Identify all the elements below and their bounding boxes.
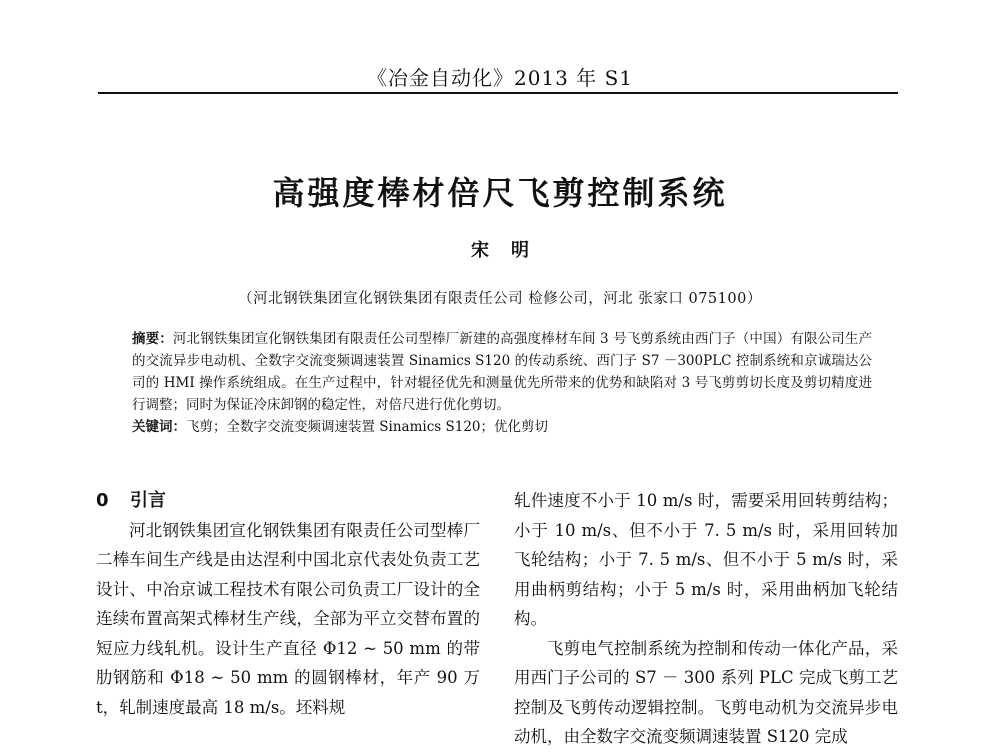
header-rule <box>98 92 898 94</box>
keywords-paragraph <box>132 416 872 438</box>
section-heading <box>96 486 480 516</box>
journal-header: 《冶金自动化》2013 年 S1 <box>366 66 634 90</box>
section-title: 引言 <box>130 490 166 511</box>
author-name: 宋明 <box>471 240 551 261</box>
abstract-block <box>132 328 872 438</box>
paper-title: 高强度棒材倍尺飞剪控制系统 <box>272 174 728 212</box>
abstract-label: 摘要： <box>132 331 173 347</box>
right-column <box>514 486 898 752</box>
keywords-label: 关键词： <box>132 419 186 435</box>
speed-structure-paragraph: 轧件速度不小于 10 m/s 时，需要采用回转剪结构；小于 10 m/s、但不小于 7. 5 m/s 时，采用回转加飞轮结构；小于 7. 5 m/s、但不小于 5 m/s 时，采用曲柄剪结构；小于 5 m/s 时，采用曲柄加飞轮结构。 <box>514 491 898 628</box>
abstract-text: 河北钢铁集团宣化钢铁集团有限责任公司型棒厂新建的高强度棒材车间 3 号飞剪系统由西门子（中国）有限公司生产的交流异步电动机、全数字交流变频调速装置 Sinamics S120 的传动系统、西门子 S7 －300PLC 控制系统和京诚瑞达公司的 HMI 操作系统组成。在生产过程中，针对辊径优先和测量优先所带来的优势和缺陷对 3 号飞剪剪切长度及剪切精度进行调整；同时为保证冷床卸钢的稳定性，对倍尺进行优化剪切。 <box>132 331 873 413</box>
abstract-paragraph <box>132 328 872 416</box>
intro-paragraph: 河北钢铁集团宣化钢铁集团有限责任公司型棒厂二棒车间生产线是由达涅利中国北京代表处负责工艺设计、中冶京诚工程技术有限公司负责工厂设计的全连续布置高架式棒材生产线，全部为平立交替布置的短应力线轧机。设计生产直径 Φ12 ~ 50 mm 的带肋钢筋和 Φ18 ~ 50 mm 的圆钢棒材，年产 90 万 t，轧制速度最高 18 m/s。坯料规 <box>96 520 480 717</box>
keywords-text: 飞剪；全数字交流变频调速装置 Sinamics S120；优化剪切 <box>186 419 549 435</box>
left-column <box>96 486 480 722</box>
author-affiliation: （河北钢铁集团宣化钢铁集团有限责任公司 检修公司，河北 张家口 075100） <box>238 291 762 307</box>
section-number: 0 <box>96 490 109 511</box>
control-system-paragraph: 飞剪电气控制系统为控制和传动一体化产品，采用西门子公司的 S7 － 300 系列 PLC 完成飞剪工艺控制及飞剪传动逻辑控制。飞剪电动机为交流异步电动机，由全数字交流变频调速装置 S120 完成 <box>514 638 898 746</box>
